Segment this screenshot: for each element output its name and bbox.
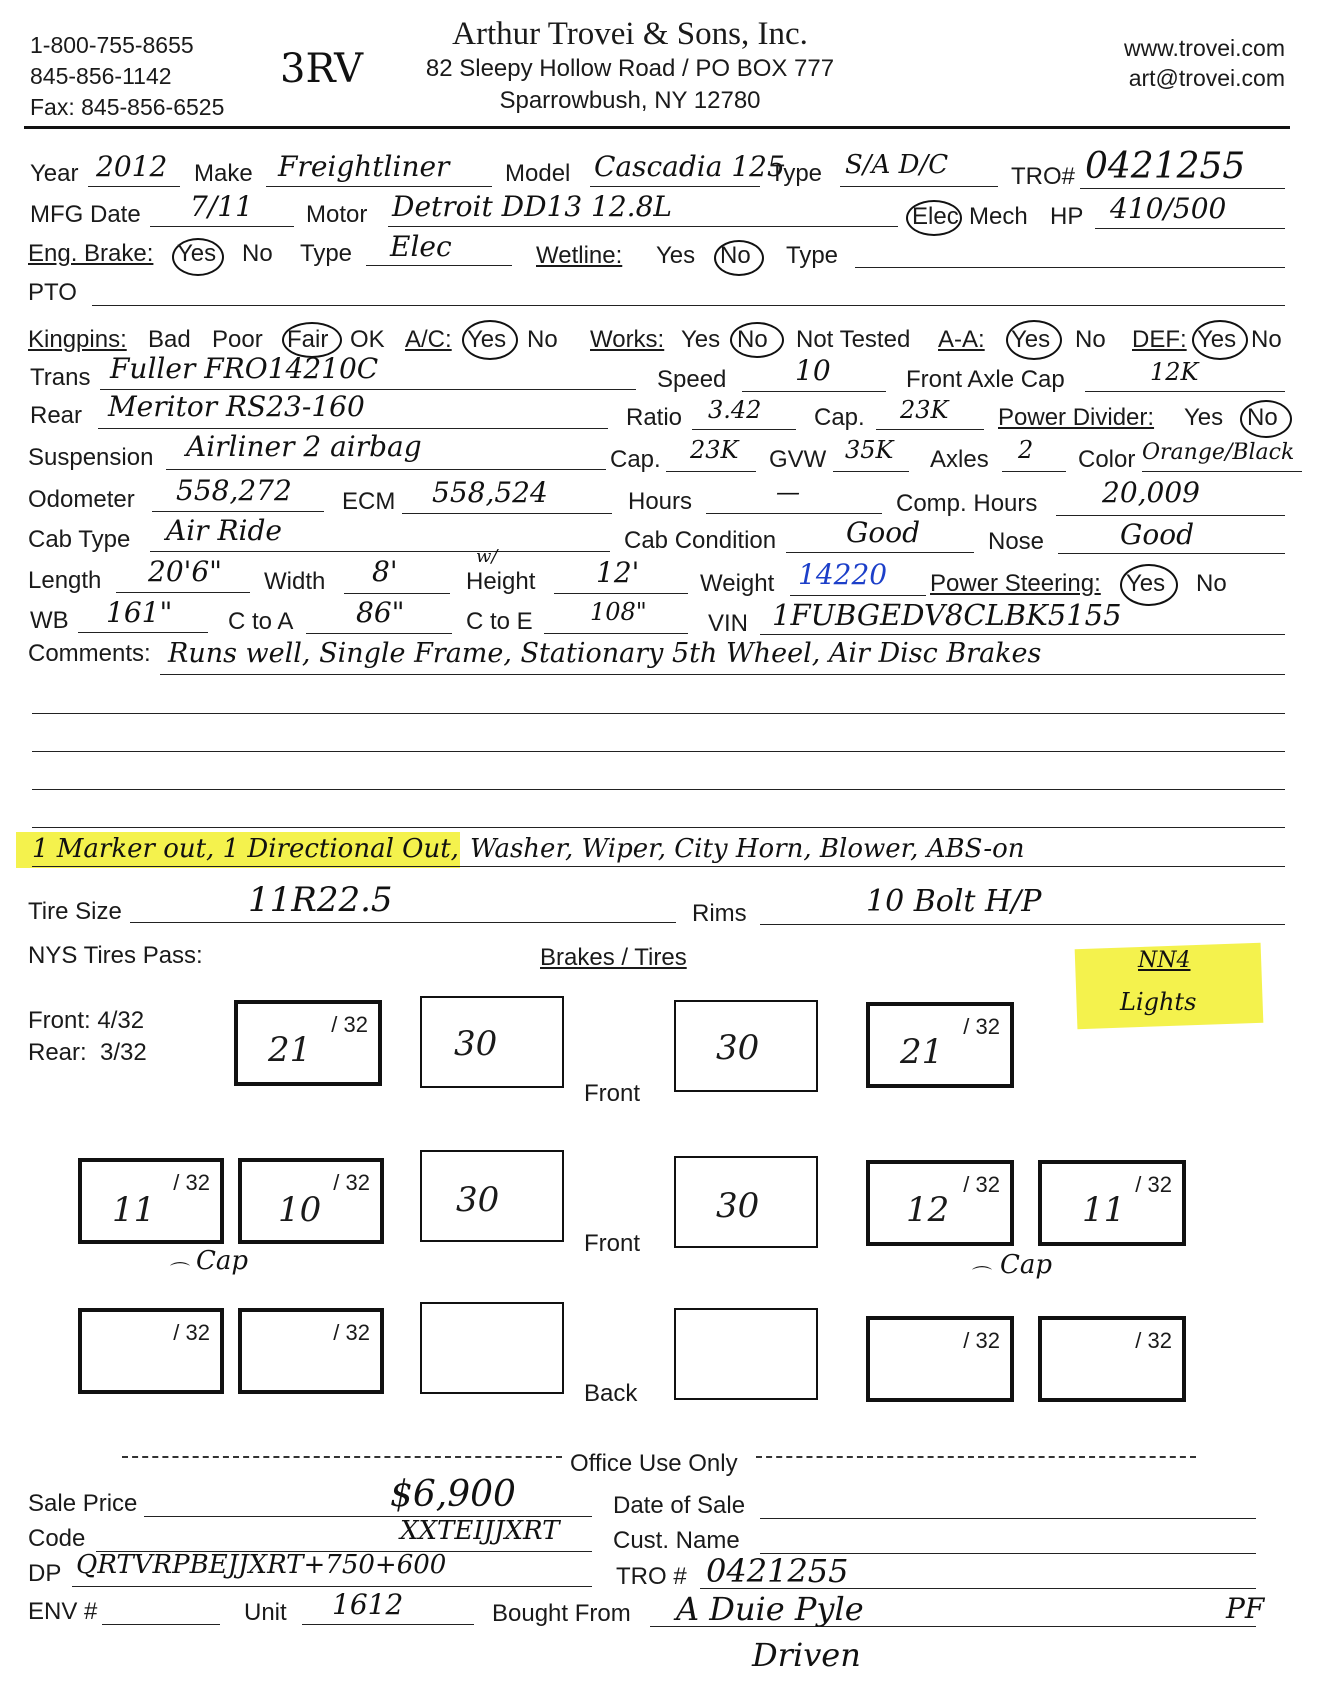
tire-box-denominator: / 32 [333, 1320, 370, 1345]
vin-value[interactable]: 1FUBGEDV8CLBK5155 [772, 598, 1122, 632]
elec-option[interactable]: Elec [912, 203, 959, 230]
front-axle-cap-value[interactable]: 12K [1150, 358, 1199, 386]
length-label: Length [28, 567, 102, 594]
cust-name-label: Cust. Name [613, 1527, 740, 1554]
tire-box-denominator: / 32 [173, 1320, 210, 1345]
cab-condition-underline [786, 552, 974, 553]
pto-label: PTO [28, 279, 77, 306]
comp-hours-label: Comp. Hours [896, 490, 1038, 517]
c-to-e-label: C to E [466, 608, 533, 635]
back-label: Back [584, 1380, 638, 1407]
note-top: NN4 [1138, 948, 1191, 973]
c-to-a-value[interactable]: 86" [356, 596, 405, 629]
ac-label: A/C: [405, 326, 452, 353]
cab-condition-label: Cab Condition [624, 527, 777, 554]
tire-box-denominator: / 32 [963, 1014, 1000, 1039]
brake-box-drive-1-right[interactable] [674, 1156, 818, 1248]
color-underline [1142, 471, 1302, 472]
tire-size-underline [130, 922, 676, 923]
ecm-underline [402, 513, 612, 514]
sale-price-label: Sale Price [28, 1490, 138, 1517]
rear-cap-label: Cap. [814, 404, 865, 431]
eng-brake-type-value[interactable]: Elec [390, 230, 452, 263]
def-yes-option[interactable]: Yes [1197, 326, 1237, 353]
tire-box-value: 12 [906, 1190, 950, 1230]
c-to-e-value[interactable]: 108" [590, 598, 647, 626]
trans-label: Trans [30, 364, 91, 391]
axles-underline [1002, 471, 1066, 472]
c-to-e-underline [544, 633, 688, 634]
tro-underline [1080, 188, 1285, 189]
rear-requirement: Rear: 3/32 [28, 1039, 147, 1066]
front-label-1: Front [584, 1080, 641, 1107]
power-divider-label: Power Divider: [998, 404, 1155, 431]
length-value[interactable]: 20'6" [148, 555, 223, 588]
tro2-value[interactable]: 0421255 [706, 1552, 849, 1590]
tire-box-drive-2-inner-left[interactable] [238, 1308, 384, 1394]
code-label: Code [28, 1525, 86, 1552]
brake-box-value: 30 [716, 1186, 760, 1226]
header-phone-1: 1-800-755-8655 [30, 32, 194, 58]
front-label-2: Front [584, 1230, 641, 1257]
env-label: ENV # [28, 1598, 98, 1625]
tire-box-drive-2-inner-right[interactable] [866, 1316, 1014, 1402]
kingpins-poor-option[interactable]: Poor [212, 326, 263, 353]
type-value[interactable]: S/A D/C [845, 150, 949, 180]
cab-type-label: Cab Type [28, 526, 131, 553]
tire-box-denominator: / 32 [963, 1328, 1000, 1353]
tire-box-value: 10 [278, 1190, 322, 1230]
color-label: Color [1078, 446, 1136, 473]
height-label: Height [466, 568, 536, 595]
tire-box-drive-2-outer-left[interactable] [78, 1308, 224, 1394]
dp-label: DP [28, 1560, 62, 1587]
comments-underline-3 [32, 751, 1285, 752]
weight-label: Weight [700, 570, 775, 597]
comments-line-1[interactable]: Runs well, Single Frame, Stationary 5th Wheel, Air Disc Brakes [168, 638, 1042, 669]
width-label: Width [264, 568, 326, 595]
unit-underline [302, 1624, 474, 1625]
comp-hours-value[interactable]: 20,009 [1102, 476, 1200, 509]
brake-box-value: 30 [716, 1028, 760, 1068]
works-no-option[interactable]: No [737, 326, 768, 353]
address-line-1: 82 Sleepy Hollow Road / PO BOX 777 [425, 55, 835, 82]
rims-underline [760, 924, 1285, 925]
tire-box-value: 11 [112, 1190, 156, 1230]
comments-underline-5 [32, 827, 1285, 828]
note-lights: Lights [1120, 988, 1197, 1016]
tire-box-drive-1-inner-right[interactable] [866, 1160, 1014, 1246]
tro2-label: TRO # [616, 1563, 687, 1590]
sale-price-value[interactable]: $6,900 [390, 1474, 516, 1515]
address-line-2: Sparrowbush, NY 12780 [499, 87, 761, 114]
wb-label: WB [30, 607, 69, 634]
office-dash-right [756, 1456, 1196, 1458]
color-value[interactable]: Orange/Black [1142, 440, 1295, 465]
front-axle-cap-label: Front Axle Cap [906, 366, 1065, 393]
aa-label: A-A: [938, 326, 985, 353]
type-underline [840, 186, 998, 187]
vin-underline [760, 634, 1285, 635]
c-to-a-label: C to A [228, 608, 294, 635]
comments-underline-2 [32, 713, 1285, 714]
suspension-value[interactable]: Airliner 2 airbag [186, 430, 422, 463]
tire-box-denominator: / 32 [173, 1170, 210, 1195]
office-dash-left [122, 1456, 562, 1458]
works-label: Works: [590, 326, 665, 353]
type-label: Type [770, 160, 823, 187]
weight-underline [790, 595, 926, 596]
axles-value[interactable]: 2 [1018, 436, 1034, 464]
tro-value[interactable]: 0421255 [1085, 146, 1246, 187]
kingpins-label: Kingpins: [28, 326, 127, 353]
nys-tires-pass-label: NYS Tires Pass: [28, 942, 203, 969]
code-value[interactable]: XXTEIJJXRT [400, 1516, 560, 1546]
odometer-label: Odometer [28, 486, 135, 513]
def-label: DEF: [1132, 326, 1187, 353]
hp-value[interactable]: 410/500 [1110, 192, 1227, 225]
year-value[interactable]: 2012 [96, 150, 168, 183]
model-label: Model [505, 160, 571, 187]
length-underline [116, 592, 250, 593]
motor-underline [388, 226, 898, 227]
brake-box-drive-2-left[interactable] [420, 1302, 564, 1394]
tire-box-drive-2-outer-right[interactable] [1038, 1316, 1186, 1402]
tire-box-denominator: / 32 [963, 1172, 1000, 1197]
eng-brake-yes-option[interactable]: Yes [177, 240, 217, 267]
tire-box-front-right[interactable] [866, 1002, 1014, 1088]
kingpins-bad-option[interactable]: Bad [148, 326, 191, 353]
front-axle-cap-underline [1085, 391, 1285, 392]
speed-underline [742, 391, 886, 392]
mech-option[interactable]: Mech [969, 203, 1028, 230]
tire-box-front-left[interactable] [234, 1000, 382, 1086]
tire-box-denominator: / 32 [333, 1170, 370, 1195]
speed-label: Speed [657, 366, 727, 393]
ratio-label: Ratio [626, 404, 683, 431]
brake-box-value: 30 [456, 1180, 500, 1220]
date-of-sale-underline [760, 1518, 1256, 1519]
width-value[interactable]: 8' [372, 555, 398, 588]
speed-value[interactable]: 10 [795, 354, 831, 387]
tire-box-drive-1-outer-left[interactable] [78, 1158, 224, 1244]
gvw-underline [833, 471, 909, 472]
rims-label: Rims [692, 900, 747, 927]
c-to-a-underline [306, 633, 452, 634]
vin-label: VIN [708, 610, 749, 637]
tire-size-value[interactable]: 11R22.5 [248, 880, 393, 920]
cap-note-right: Cap [1000, 1250, 1053, 1280]
email-link[interactable]: art@trovei.com [1128, 65, 1285, 91]
cap-note-left: Cap [196, 1246, 249, 1276]
wb-underline [78, 632, 208, 633]
tire-box-value: 21 [268, 1030, 312, 1070]
susp-cap-value[interactable]: 23K [690, 436, 739, 464]
gvw-label: GVW [769, 446, 827, 473]
wetline-type-underline [855, 267, 1285, 268]
suspension-label: Suspension [28, 444, 154, 471]
aa-no-option[interactable]: No [1075, 326, 1106, 353]
nose-value[interactable]: Good [1120, 518, 1195, 551]
header-phone-2: 845-856-1142 [30, 63, 172, 89]
ac-yes-option[interactable]: Yes [467, 326, 507, 353]
cab-type-value[interactable]: Air Ride [166, 514, 282, 547]
brake-box-front-right[interactable] [674, 1000, 818, 1092]
dp-underline [72, 1586, 592, 1587]
wb-value[interactable]: 161" [106, 596, 173, 629]
brakes-tires-heading: Brakes / Tires [540, 944, 687, 971]
ecm-label: ECM [342, 488, 396, 515]
ecm-value[interactable]: 558,524 [432, 476, 548, 509]
eng-brake-type-underline [366, 265, 512, 266]
model-underline [590, 186, 760, 187]
tire-box-drive-1-inner-left[interactable] [238, 1158, 384, 1244]
wetline-type-label: Type [786, 242, 839, 269]
header-fax: Fax: 845-856-6525 [30, 94, 225, 120]
header-divider [24, 126, 1290, 129]
gvw-value[interactable]: 35K [845, 436, 894, 464]
power-divider-yes-option[interactable]: Yes [1184, 404, 1224, 431]
kingpins-ok-option[interactable]: OK [350, 326, 385, 353]
tire-box-value: 21 [900, 1032, 944, 1072]
weight-value[interactable]: 14220 [798, 558, 888, 591]
make-value[interactable]: Freightliner [278, 150, 450, 183]
make-underline [266, 186, 492, 187]
comments-line-6[interactable]: Washer, Wiper, City Horn, Blower, ABS-on [470, 834, 1025, 864]
comments-label: Comments: [28, 640, 151, 667]
tire-size-label: Tire Size [28, 898, 122, 925]
works-yes-option[interactable]: Yes [681, 326, 721, 353]
make-label: Make [194, 160, 253, 187]
brake-box-front-left[interactable] [420, 996, 564, 1088]
odometer-underline [152, 511, 324, 512]
power-steering-label: Power Steering: [930, 570, 1101, 597]
def-no-option[interactable]: No [1251, 326, 1282, 353]
power-steering-yes-option[interactable]: Yes [1126, 570, 1166, 597]
model-value[interactable]: Cascadia 125 [594, 150, 785, 183]
tro-label: TRO# [1011, 163, 1076, 190]
tire-box-denominator: / 32 [1135, 1328, 1172, 1353]
eng-brake-type-label: Type [300, 240, 353, 267]
unit-label: Unit [244, 1599, 287, 1626]
env-underline [102, 1624, 220, 1625]
ac-no-option[interactable]: No [527, 326, 558, 353]
tire-box-denominator: / 32 [331, 1012, 368, 1037]
nose-label: Nose [988, 528, 1045, 555]
comments-underline-1 [160, 674, 1285, 675]
tire-box-denominator: / 32 [1135, 1172, 1172, 1197]
bought-from-value[interactable]: A Duie Pyle [676, 1590, 864, 1628]
odometer-value[interactable]: 558,272 [176, 474, 292, 507]
eng-brake-label: Eng. Brake: [28, 240, 154, 267]
rims-value[interactable]: 10 Bolt H/P [866, 884, 1042, 919]
tire-box-drive-1-outer-right[interactable] [1038, 1160, 1186, 1246]
axles-label: Axles [930, 446, 989, 473]
office-use-only-heading: Office Use Only [570, 1450, 738, 1477]
aa-yes-option[interactable]: Yes [1011, 326, 1051, 353]
rear-cap-value[interactable]: 23K [900, 396, 949, 424]
rear-underline [98, 428, 608, 429]
driven-note: Driven [752, 1636, 861, 1674]
comments-highlight-text[interactable]: 1 Marker out, 1 Directional Out, [32, 834, 459, 864]
susp-cap-label: Cap. [610, 446, 661, 473]
rear-label: Rear [30, 402, 83, 429]
cap-note-left-dash: ⌒ [170, 1262, 190, 1284]
hours-underline [706, 513, 882, 514]
height-underline [554, 593, 688, 594]
wetline-no-option[interactable]: No [720, 242, 751, 269]
comments-underline-4 [32, 789, 1285, 790]
motor-value[interactable]: Detroit DD13 12.8L [392, 190, 672, 223]
power-divider-no-option[interactable]: No [1247, 404, 1278, 431]
hours-label: Hours [628, 488, 693, 515]
tire-box-value: 11 [1082, 1190, 1126, 1230]
brake-box-drive-1-left[interactable] [420, 1150, 564, 1242]
bought-from-initials: PF [1226, 1592, 1265, 1625]
dp-value[interactable]: QRTVRPBEJJXRT+750+600 [76, 1550, 447, 1580]
width-underline [344, 593, 450, 594]
height-note: w/ [476, 546, 498, 567]
comments-underline-6 [32, 866, 1285, 867]
website-link[interactable]: www.trovei.com [1123, 35, 1285, 61]
rear-value[interactable]: Meritor RS23-160 [108, 390, 365, 423]
mfg-date-label: MFG Date [30, 201, 141, 228]
wetline-label: Wetline: [536, 242, 623, 269]
kingpins-fair-option[interactable]: Fair [287, 326, 329, 353]
eng-brake-no-option[interactable]: No [242, 240, 273, 267]
company-name: Arthur Trovei & Sons, Inc. [452, 16, 808, 52]
year-underline [88, 186, 180, 187]
year-label: Year [30, 160, 79, 187]
unit-value[interactable]: 1612 [332, 1588, 404, 1621]
cab-condition-value[interactable]: Good [846, 516, 921, 549]
trans-value[interactable]: Fuller FRO14210C [110, 352, 379, 385]
hours-value[interactable]: — [776, 478, 800, 506]
bought-from-label: Bought From [492, 1600, 631, 1627]
hp-underline [1095, 228, 1285, 229]
motor-label: Motor [306, 201, 368, 228]
wetline-yes-option[interactable]: Yes [656, 242, 696, 269]
comp-hours-underline [1056, 515, 1285, 516]
cap-note-right-dash: ⌒ [972, 1266, 992, 1288]
power-steering-no-option[interactable]: No [1196, 570, 1227, 597]
brake-box-drive-2-right[interactable] [674, 1308, 818, 1400]
ratio-underline [692, 429, 796, 430]
rear-cap-underline [876, 429, 984, 430]
susp-cap-underline [666, 471, 756, 472]
hp-label: HP [1050, 203, 1084, 230]
cab-type-underline [150, 551, 610, 552]
date-of-sale-label: Date of Sale [613, 1492, 746, 1519]
works-not-tested-option[interactable]: Not Tested [796, 326, 911, 353]
ratio-value[interactable]: 3.42 [708, 396, 762, 424]
front-requirement: Front: 4/32 [28, 1007, 145, 1034]
height-value[interactable]: 12' [596, 556, 640, 589]
pto-underline [92, 305, 1285, 306]
suspension-underline [166, 469, 606, 470]
stamp-3rv: 3RV [280, 46, 364, 92]
nose-underline [1058, 553, 1285, 554]
mfg-date-value[interactable]: 7/11 [190, 190, 253, 223]
brake-box-value: 30 [454, 1024, 498, 1064]
mfg-date-underline [150, 226, 294, 227]
